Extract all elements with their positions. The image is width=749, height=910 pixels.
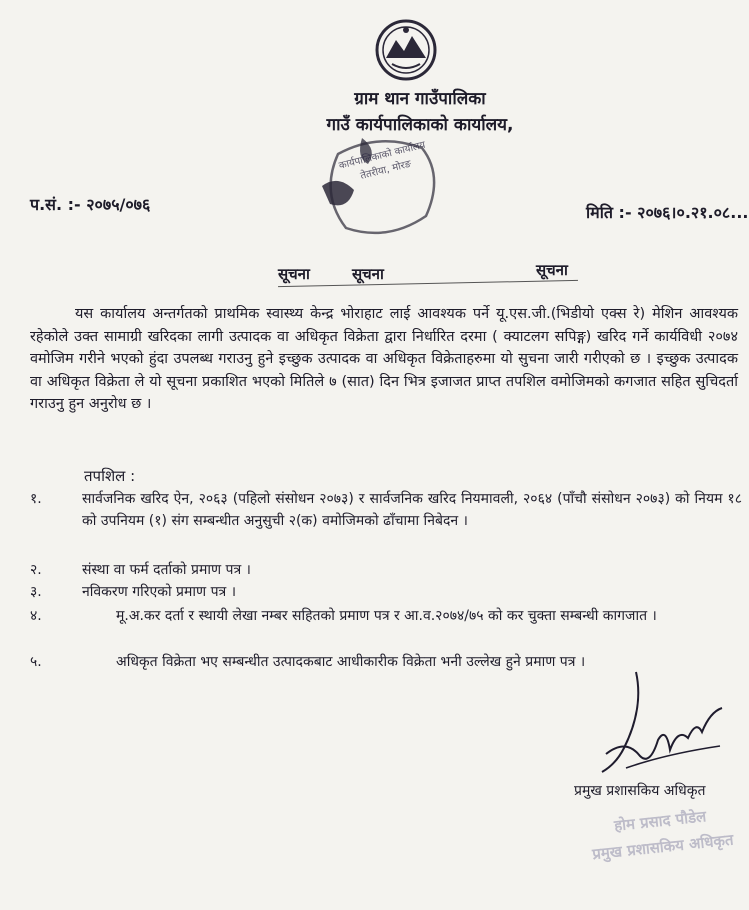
item-number: १. (30, 491, 42, 507)
office-header (300, 86, 540, 138)
item-text: सार्वजनिक खरिद ऐन, २०६३ (पहिलो संसोधन २०७३) र सार्वजनिक खरिद नियमावली, २०६४ (पाँचौ संसोधन २०७३) को नियम १८ को उपनियम (१) संग सम्बन्धीत अनुसुची २(क) वमोजिमको ढाँचामा निबेदन । (82, 491, 742, 529)
notice-date: मिति :- २०७६।०.२१.०८... (586, 203, 749, 222)
office-subtitle: गाउँ कार्यपालिकाको कार्यालय, (326, 115, 514, 135)
item-number: ५. (30, 654, 42, 670)
officer-stamp (572, 799, 749, 869)
notice-heading: सूचना (352, 265, 384, 283)
list-item (30, 605, 742, 627)
seal-text: कार्यपालिकाको कार्यालय तेतरीया, मोरङ (337, 139, 427, 182)
notice-heading: सूचना (536, 261, 568, 279)
notice-heading: सूचना (278, 265, 310, 283)
list-item (30, 559, 742, 581)
notice-body: यस कार्यालय अन्तर्गतको प्राथमिक स्वास्थ्य केन्द्र भोराहाट लाई आवश्यक पर्ने यू.एस.जी.(भिडीयो एक्स रे) मेशिन आवश्यक रहेकोले उक्त सामाग्री खरिदका लागी उत्पादक वा अधिकृत विक्रेता द्वारा निर्धारित दरमा ( क्याटलग सपिङ्ग) खरिद गर्ने कार्यविधी २०७४ वमोजिम गरीने भएको हुंदा उपलब्ध गराउनु हुने इच्छुक उत्पादक वा अधिकृत विक्रेताहरुमा यो सुचना जारी गरीएको छ । इच्छुक उत्पादक वा अधिकृत विक्रेता ले यो सूचना प्रकाशित भएको मितिले ७ (सात) दिन भित्र इजाजत प्राप्त तपशिल वमोजिमको कगजात सहित सुचिदर्ता गराउनु हुन अनुरोध छ । (30, 306, 738, 412)
office-name: ग्राम थान गाउँपालिका (354, 89, 486, 109)
list-item (30, 488, 742, 532)
item-text: अधिकृत विक्रेता भए सम्बन्धीत उत्पादकबाट आधीकारीक विक्रेता भनी उल्लेख हुने प्रमाण पत्र । (116, 654, 586, 670)
nepal-emblem-icon (374, 18, 438, 82)
stamp-name: होम प्रसाद पौडेल (613, 807, 708, 835)
details-title: तपशिल : (84, 467, 136, 485)
item-number: ३. (30, 584, 42, 600)
reference-number: प.सं. :- २०७५/०७६ (30, 195, 151, 214)
signature-icon (596, 668, 726, 784)
item-number: ४. (30, 608, 42, 624)
item-text: संस्था वा फर्म दर्ताको प्रमाण पत्र । (82, 562, 251, 578)
heading-underline (278, 280, 578, 287)
item-text: नविकरण गरिएको प्रमाण पत्र । (82, 584, 237, 600)
list-item (30, 581, 742, 603)
item-text: मू.अ.कर दर्ता र स्थायी लेखा नम्बर सहितको प्रमाण पत्र र आ.व.२०७४/७५ को कर चुक्ता सम्बन्धी कागजात । (116, 608, 657, 624)
signer-title: प्रमुख प्रशासकिय अधिकृत (574, 783, 706, 799)
item-number: २. (30, 562, 42, 578)
stamp-title: प्रमुख प्रशासकिय अधिकृत (591, 830, 735, 864)
